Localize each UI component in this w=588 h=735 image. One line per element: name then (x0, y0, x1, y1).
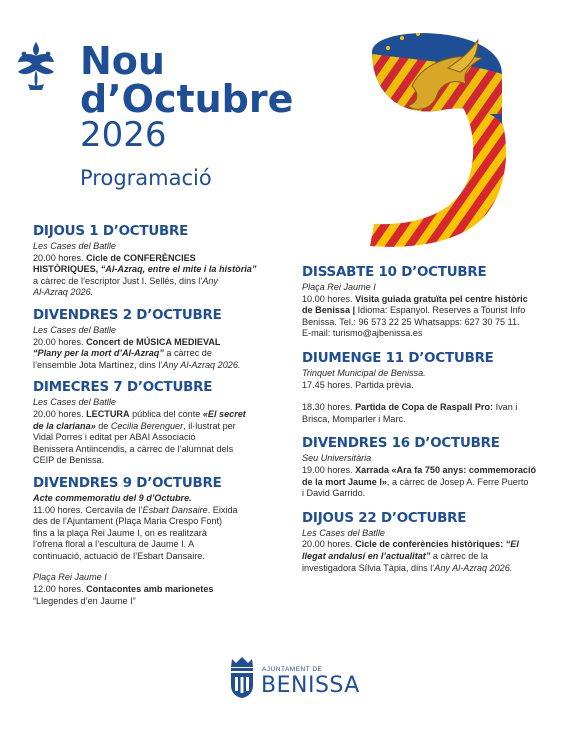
event-title: LECTURA (86, 408, 130, 419)
town-crest-icon (226, 655, 258, 699)
event-day-1 (33, 224, 288, 299)
event-title: Cicle de conferències històriques: (355, 539, 506, 550)
event-title: Xarrada «Ara fa 750 anys: commemoració (355, 464, 537, 475)
event-title: Contacontes amb marionetes (86, 584, 214, 595)
event-detail-italic: Any Al-Azraq 2026. (162, 359, 241, 370)
event-detail: Benissera Antiincendis, a càrrec de l’alumnat dels (33, 443, 234, 454)
event-day-11 (302, 351, 570, 425)
event-author: Cecilia Berenguer (110, 420, 184, 431)
event-title-cont: de la mort Jaume I» (302, 476, 387, 487)
event-detail: investigadora Sílvia Tàpia, dins l’ (302, 562, 435, 573)
event-time: 18.30 hores. (302, 402, 356, 413)
event-story-title-cont: de la clariana» (33, 420, 96, 431)
page-title-line-1: Nou (80, 39, 165, 83)
event-venue: Plaça Rei Jaume I (33, 572, 107, 583)
event-detail: 17.45 hores. Partida prèvia. (302, 379, 414, 390)
event-detail: des de l’Ajuntament (Plaça Maria Crespo Font) (33, 516, 223, 527)
event-day-16 (302, 436, 570, 499)
event-detail: Vidal Porres i editat per ABAI Associació (33, 432, 196, 443)
event-detail: Idioma: Espanyol. Reserves a Tourist Info (355, 305, 526, 316)
event-detail: de (95, 420, 111, 431)
event-detail: CEIP de Benissa. (33, 455, 105, 466)
event-detail: continuació, actuació de l’Esbart Dansaire. (33, 550, 205, 561)
event-title-cont: HISTÒRIQUES, (33, 264, 101, 275)
event-detail: Ivan i (493, 402, 518, 413)
event-venue: Les Cases del Batlle (302, 527, 385, 538)
event-detail: a càrrec de la (430, 550, 488, 561)
nine-flag-emblem-icon (352, 14, 522, 252)
event-detail: “Llegendes d’en Jaume I” (33, 595, 136, 606)
event-day-heading: DIVENDRES 9 D’OCTUBRE (33, 475, 222, 491)
event-detail: i David Garrido. (302, 488, 366, 499)
event-story-title: «El secret (202, 408, 246, 419)
event-detail: a càrrec de (163, 348, 212, 359)
page-title-line-2: d’Octubre (80, 77, 294, 121)
event-time: 11.00 hores. Cercavila de l’ (33, 504, 143, 515)
event-detail: , il·lustrat per (183, 420, 236, 431)
event-title: Cicle de CONFERÈNCIES (86, 252, 196, 263)
event-day-7 (33, 380, 288, 467)
event-title: Partida de Copa de Raspall Pro: (355, 402, 494, 413)
event-time: 10.00 hores. (302, 293, 356, 304)
event-time: 20.00 hores. (33, 336, 87, 347)
event-day-22 (302, 511, 570, 574)
event-time: 20.00 hores. (302, 539, 356, 550)
event-day-10 (302, 265, 570, 340)
floral-ornament-icon (14, 40, 58, 94)
event-venue: Seu Universitària (302, 453, 372, 464)
event-venue: Les Cases del Batlle (33, 324, 116, 335)
event-talk-title-cont: llegat andalusí en l’actualitat” (302, 550, 431, 561)
event-detail: pública del conte (129, 408, 203, 419)
event-detail: Brisca, Momparler i Marc. (302, 413, 406, 424)
event-time: 20.00 hores. (33, 252, 87, 263)
event-talk-title: “El (505, 539, 519, 550)
event-concert-title: “Plany per la mort d’Al-Azraq” (33, 348, 164, 359)
event-email: E-mail: turismo@ajbenissa.es (302, 328, 423, 339)
event-time: 19.00 hores. (302, 464, 356, 475)
event-detail-italic: Any (202, 275, 218, 286)
event-title: Visita guiada gratuïta pel centre històric (355, 293, 528, 304)
event-day-heading: DIUMENGE 11 D’OCTUBRE (302, 350, 494, 366)
event-talk-title: “Al-Azraq, entre el mite i la història” (100, 264, 257, 275)
event-title-cont: de Benissa | (302, 305, 356, 316)
event-venue: Acte commemoratiu del 9 d’Octubre. (33, 492, 192, 503)
event-detail: . Eixida (207, 504, 238, 515)
event-detail: Benissa. Tel.: 96 573 22 25 Whatsapps: 627 30 75 11. (302, 316, 520, 327)
event-time: 12.00 hores. (33, 584, 87, 595)
event-day-heading: DIMECRES 7 D’OCTUBRE (33, 380, 213, 396)
event-detail: fins a la plaça Rei Jaume I, on es realitzarà (33, 527, 207, 538)
event-day-heading: DIVENDRES 16 D’OCTUBRE (302, 436, 500, 452)
page-subtitle: Programació (80, 166, 212, 190)
event-detail: Al-Azraq 2026. (33, 287, 94, 298)
event-venue: Les Cases del Batlle (33, 397, 116, 408)
event-time: 20.00 hores. (33, 408, 87, 419)
event-day-heading: DIJOUS 22 D’OCTUBRE (302, 510, 467, 526)
footer-town-name: BENISSA (261, 673, 360, 698)
right-column (302, 265, 570, 583)
event-day-heading: DISSABTE 10 D’OCTUBRE (302, 265, 487, 280)
event-day-heading: DIVENDRES 2 D’OCTUBRE (33, 307, 222, 323)
event-venue: Plaça Rei Jaume I (302, 282, 376, 292)
event-group: Esbart Dansaire (142, 504, 208, 515)
event-venue: Les Cases del Batlle (33, 241, 116, 251)
event-detail: a càrrec de l’escriptor Just I. Sellés, dins l’ (33, 275, 203, 286)
event-venue: Trinquet Municipal de Benissa. (302, 367, 426, 378)
event-title: Concert de MÚSICA MEDIEVAL (86, 336, 221, 347)
event-day-9 (33, 476, 288, 607)
footer-organization-label: AJUNTAMENT DE (262, 666, 323, 673)
event-day-heading: DIJOUS 1 D’OCTUBRE (33, 224, 189, 239)
event-detail: l’ofrena floral a l’escultura de Jaume I. A (33, 539, 195, 550)
left-column (33, 224, 288, 616)
event-detail: , a càrrec de Josep A. Ferre Puerto (386, 476, 529, 487)
event-day-2 (33, 308, 288, 371)
event-detail-italic: Any Al-Azraq 2026. (434, 562, 513, 573)
page-title-year: 2026 (80, 115, 167, 155)
event-detail: l’ensemble Jota Martínez, dins l’ (33, 359, 163, 370)
